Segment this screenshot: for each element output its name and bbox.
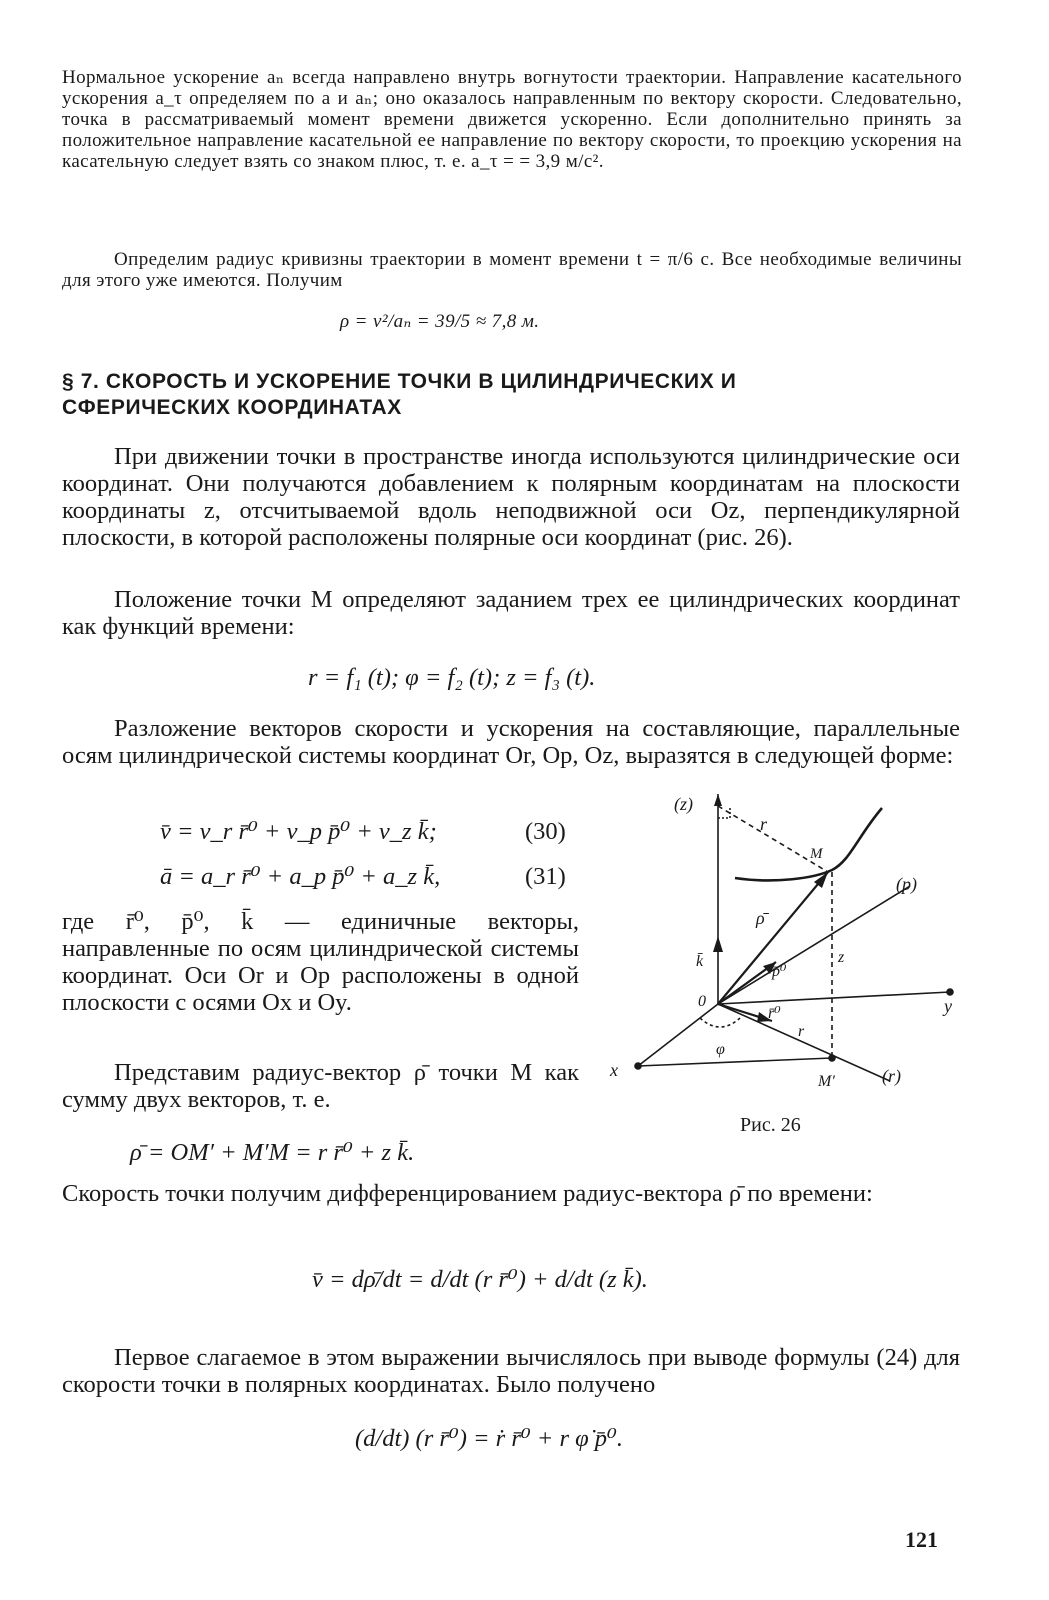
- phi-angle-arc: [700, 1018, 740, 1027]
- formula-rho: ρ = v²/aₙ = 39/5 ≈ 7,8 м.: [340, 311, 540, 332]
- label-r-bottom: r: [798, 1023, 805, 1040]
- figure-26-diagram: [600, 786, 960, 1106]
- section-heading: § 7. СКОРОСТЬ И УСКОРЕНИЕ ТОЧКИ В ЦИЛИНДРИЧЕСКИХ И СФЕРИЧЕСКИХ КООРДИНАТАХ: [62, 370, 737, 419]
- z-axis-arrowhead: [714, 794, 722, 806]
- p-axis-line: [718, 886, 910, 1004]
- paragraph-decomposition: Разложение векторов скорости и ускорения на составляющие, параллельные осям цилиндрической системы координат Or, Op, Oz, выразятся в следующей форме:: [62, 715, 960, 769]
- equation-30-number: (30): [525, 818, 566, 845]
- figure-caption: Рис. 26: [740, 1114, 801, 1136]
- label-m-prime: M′: [818, 1073, 835, 1090]
- equation-31-number: (31): [525, 863, 566, 890]
- m-prime-dot: [829, 1055, 835, 1061]
- paragraph-normal-acceleration: Нормальное ускорение aₙ всегда направлено внутрь вогнутости траектории. Направление касательного ускорения a_τ определяем по a и aₙ; оно оказалось направленным по вектору скорости. Следовательно, точка в рассматриваемый момент времени движется ускоренно. Если дополнительно принять за положительное направление касательной ее направление по вектору скорости, то проекцию ускорения на касательную следует взять со знаком плюс, т. е. a_τ = = 3,9 м/с².: [62, 67, 962, 172]
- page-number: 121: [905, 1527, 938, 1552]
- paragraph-curvature-radius: Определим радиус кривизны траектории в момент времени t = π/6 с. Все необходимые величины для этого уже имеются. Получим: [62, 249, 962, 291]
- k-vector-arrowhead: [713, 936, 723, 952]
- label-rho: ρ̄: [756, 908, 765, 928]
- label-r0: r̄⁰: [768, 1005, 781, 1022]
- m-to-z-dashed: [718, 806, 828, 872]
- label-phi: φ: [716, 1041, 725, 1058]
- paragraph-radius-vector: Представим радиус-вектор ρ̄ точки M как сумму двух векторов, т. е.: [62, 1059, 579, 1113]
- label-x: x: [610, 1060, 618, 1080]
- y-axis-point: [947, 989, 953, 995]
- x-axis-line: [638, 1004, 718, 1066]
- formula-derivative-result: (d/dt) (r r̄⁰) = ṙ r̄⁰ + r φ̇ p̄⁰.: [355, 1425, 624, 1452]
- paragraph-cylindrical-axes: При движении точки в пространстве иногда используются цилиндрические оси координат. Они получаются добавлением к полярным координатам на плоскости координаты z, отсчитываемой вдоль неподвижной оси Oz, перпендикулярной плоскости, в которой расположены полярные оси координат (рис. 26).: [62, 443, 960, 551]
- rho-vector-line: [718, 872, 828, 1004]
- label-z-axis: (z): [674, 794, 693, 814]
- formula-coordinates: r = f₁ (t); φ = f₂ (t); z = f₃ (t).: [308, 664, 596, 691]
- label-origin: 0: [698, 993, 706, 1010]
- paragraph-velocity-derivation: Скорость точки получим дифференцированием радиус-вектора ρ̄ по времени:: [62, 1180, 873, 1207]
- trajectory-curve: [735, 808, 882, 880]
- equation-30: v̄ = v_r r̄⁰ + v_p p̄⁰ + v_z k̄;: [160, 818, 437, 845]
- label-p-axis: (p): [896, 874, 917, 894]
- formula-velocity: v̄ = dρ̄/dt = d/dt (r r̄⁰) + d/dt (z k̄).: [312, 1266, 648, 1293]
- label-M: M: [810, 846, 823, 862]
- label-y: y: [944, 996, 952, 1016]
- label-p0: p̄⁰: [772, 963, 787, 980]
- paragraph-first-term: Первое слагаемое в этом выражении вычислялось при выводе формулы (24) для скорости точки в полярных координатах. Было получено: [62, 1344, 960, 1398]
- paragraph-position-point: Положение точки M определяют заданием трех ее цилиндрических координат как функций времени:: [62, 586, 960, 640]
- paragraph-unit-vectors: где r̄⁰, p̄⁰, k̄ — единичные векторы, направленные по осям цилиндрической системы координат. Оси Or и Op расположены в одной плоскости с осями Ox и Oy.: [62, 908, 579, 1016]
- y-axis-line: [718, 992, 950, 1004]
- formula-om-sum: ρ̄ = OM′ + M′M = r r̄⁰ + z k̄.: [130, 1139, 415, 1166]
- label-z: z: [838, 949, 845, 966]
- label-k: k̄: [696, 953, 704, 970]
- r-axis-line: [718, 1004, 890, 1081]
- label-r-top: r: [760, 814, 768, 834]
- equation-31: ā = a_r r̄⁰ + a_p p̄⁰ + a_z k̄,: [160, 863, 441, 890]
- x-projection-line: [638, 1058, 832, 1066]
- label-r-axis: (r): [882, 1066, 901, 1086]
